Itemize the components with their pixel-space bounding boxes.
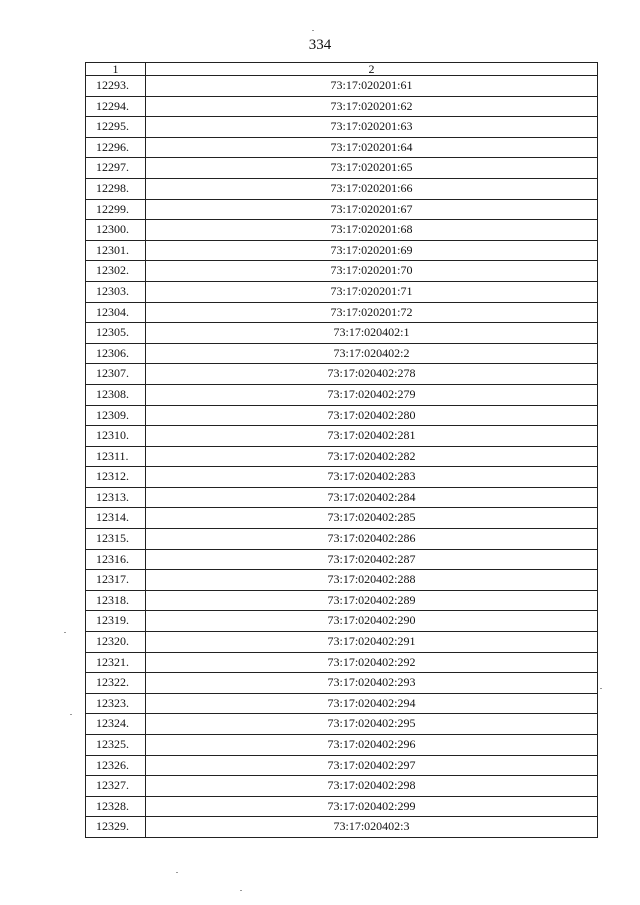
- table-row: [86, 137, 598, 158]
- table-row: [86, 714, 598, 735]
- row-number: 12318.: [86, 590, 146, 611]
- row-number: 12307.: [86, 364, 146, 385]
- table-row: [86, 735, 598, 756]
- header-row: [86, 63, 598, 76]
- scan-speck: [176, 872, 178, 873]
- cadastral-number: 73:17:020402:297: [146, 755, 598, 776]
- table-row: [86, 364, 598, 385]
- table-row: [86, 487, 598, 508]
- cadastral-number: 73:17:020402:295: [146, 714, 598, 735]
- cadastral-number: 73:17:020201:62: [146, 96, 598, 117]
- cadastral-number: 73:17:020402:282: [146, 446, 598, 467]
- cadastral-number: 73:17:020201:66: [146, 178, 598, 199]
- row-number: 12308.: [86, 384, 146, 405]
- cadastral-number: 73:17:020402:283: [146, 467, 598, 488]
- row-number: 12293.: [86, 76, 146, 97]
- cadastral-number: 73:17:020402:278: [146, 364, 598, 385]
- cadastral-number: 73:17:020402:286: [146, 529, 598, 550]
- page-number: 334: [308, 37, 332, 53]
- row-number: 12323.: [86, 693, 146, 714]
- table-row: [86, 220, 598, 241]
- column-header-2: 2: [146, 63, 598, 76]
- cadastral-number: 73:17:020201:69: [146, 240, 598, 261]
- row-number: 12315.: [86, 529, 146, 550]
- cadastral-number: 73:17:020201:65: [146, 158, 598, 179]
- cadastral-number: 73:17:020201:71: [146, 281, 598, 302]
- table-row: [86, 281, 598, 302]
- row-number: 12301.: [86, 240, 146, 261]
- row-number: 12304.: [86, 302, 146, 323]
- table-row: [86, 817, 598, 838]
- table-row: [86, 755, 598, 776]
- scan-speck: [64, 632, 66, 633]
- row-number: 12313.: [86, 487, 146, 508]
- table-row: [86, 467, 598, 488]
- cadastral-number: 73:17:020201:67: [146, 199, 598, 220]
- cadastral-number: 73:17:020402:285: [146, 508, 598, 529]
- cadastral-number: 73:17:020402:298: [146, 776, 598, 797]
- table-row: [86, 261, 598, 282]
- row-number: 12302.: [86, 261, 146, 282]
- row-number: 12296.: [86, 137, 146, 158]
- table-row: [86, 776, 598, 797]
- cadastral-number: 73:17:020402:296: [146, 735, 598, 756]
- row-number: 12314.: [86, 508, 146, 529]
- table-row: [86, 178, 598, 199]
- cadastral-number: 73:17:020201:68: [146, 220, 598, 241]
- row-number: 12306.: [86, 343, 146, 364]
- row-number: 12328.: [86, 796, 146, 817]
- row-number: 12305.: [86, 323, 146, 344]
- table-row: [86, 570, 598, 591]
- row-number: 12298.: [86, 178, 146, 199]
- table-row: [86, 549, 598, 570]
- row-number: 12317.: [86, 570, 146, 591]
- table-row: [86, 796, 598, 817]
- row-number: 12297.: [86, 158, 146, 179]
- cadastral-number: 73:17:020201:72: [146, 302, 598, 323]
- table-row: [86, 343, 598, 364]
- cadastral-number: 73:17:020402:299: [146, 796, 598, 817]
- cadastral-number: 73:17:020402:291: [146, 632, 598, 653]
- table-row: [86, 611, 598, 632]
- row-number: 12319.: [86, 611, 146, 632]
- row-number: 12320.: [86, 632, 146, 653]
- row-number: 12303.: [86, 281, 146, 302]
- table-row: [86, 76, 598, 97]
- table-row: [86, 384, 598, 405]
- row-number: 12327.: [86, 776, 146, 797]
- row-number: 12321.: [86, 652, 146, 673]
- table-row: [86, 446, 598, 467]
- table-row: [86, 693, 598, 714]
- cadastral-number: 73:17:020402:294: [146, 693, 598, 714]
- row-number: 12325.: [86, 735, 146, 756]
- row-number: 12299.: [86, 199, 146, 220]
- cadastral-number: 73:17:020402:293: [146, 673, 598, 694]
- scan-speck: [600, 688, 602, 689]
- row-number: 12329.: [86, 817, 146, 838]
- table-row: [86, 240, 598, 261]
- table-row: [86, 302, 598, 323]
- cadastral-number: 73:17:020402:288: [146, 570, 598, 591]
- row-number: 12309.: [86, 405, 146, 426]
- table-row: [86, 96, 598, 117]
- cadastral-number: 73:17:020402:2: [146, 343, 598, 364]
- cadastral-number: 73:17:020402:281: [146, 426, 598, 447]
- cadastral-number: 73:17:020201:70: [146, 261, 598, 282]
- scan-speck: [312, 30, 314, 31]
- cadastral-number: 73:17:020402:287: [146, 549, 598, 570]
- cadastral-number: 73:17:020402:279: [146, 384, 598, 405]
- row-number: 12312.: [86, 467, 146, 488]
- row-number: 12295.: [86, 117, 146, 138]
- scan-speck: [70, 714, 72, 715]
- row-number: 12316.: [86, 549, 146, 570]
- table-row: [86, 199, 598, 220]
- row-number: 12300.: [86, 220, 146, 241]
- cadastral-number: 73:17:020201:64: [146, 137, 598, 158]
- cadastral-number: 73:17:020201:61: [146, 76, 598, 97]
- row-number: 12311.: [86, 446, 146, 467]
- table-body: [86, 76, 598, 838]
- table-header: [86, 63, 598, 76]
- table-row: [86, 426, 598, 447]
- table-row: [86, 652, 598, 673]
- table-row: [86, 158, 598, 179]
- table-row: [86, 590, 598, 611]
- row-number: 12326.: [86, 755, 146, 776]
- row-number: 12324.: [86, 714, 146, 735]
- cadastral-number: 73:17:020201:63: [146, 117, 598, 138]
- table-row: [86, 323, 598, 344]
- cadastral-number: 73:17:020402:1: [146, 323, 598, 344]
- scan-speck: [240, 890, 242, 891]
- row-number: 12322.: [86, 673, 146, 694]
- table-row: [86, 529, 598, 550]
- row-number: 12294.: [86, 96, 146, 117]
- table-row: [86, 508, 598, 529]
- cadastral-number: 73:17:020402:290: [146, 611, 598, 632]
- table-row: [86, 632, 598, 653]
- table-row: [86, 117, 598, 138]
- cadastral-number: 73:17:020402:3: [146, 817, 598, 838]
- cadastral-number: 73:17:020402:289: [146, 590, 598, 611]
- table-row: [86, 673, 598, 694]
- table-row: [86, 405, 598, 426]
- cadastral-number: 73:17:020402:284: [146, 487, 598, 508]
- column-header-1: 1: [86, 63, 146, 76]
- row-number: 12310.: [86, 426, 146, 447]
- cadastral-number: 73:17:020402:292: [146, 652, 598, 673]
- cadastral-table: [85, 62, 598, 838]
- cadastral-number: 73:17:020402:280: [146, 405, 598, 426]
